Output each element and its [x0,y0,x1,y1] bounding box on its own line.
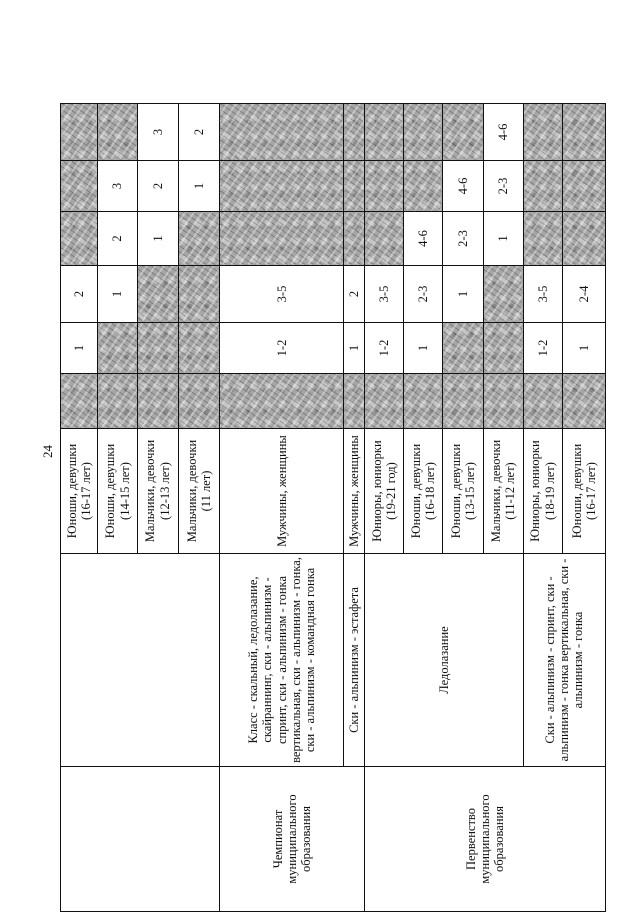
shaded-cell [563,161,606,212]
rank-cell: 3 [98,161,138,212]
shaded-cell [220,212,344,266]
sports-ranking-table [60,103,606,912]
shaded-cell [365,374,403,429]
group-championship: Чемпионат муниципального образования [220,767,365,912]
page-number: 24 [40,445,55,458]
shaded-cell [365,161,403,212]
rank-cell: 2-3 [483,161,523,212]
rank-cell: 1 [61,323,98,374]
rank-cell: 4-6 [403,212,443,266]
shaded-cell [178,266,220,323]
shaded-cell [61,374,98,429]
shaded-cell [483,266,523,323]
shaded-cell [137,374,178,429]
shaded-cell [344,212,365,266]
rank-cell: 2 [98,212,138,266]
rank-cell: 3-5 [220,266,344,323]
table-row [220,104,344,912]
rank-cell: 1 [178,161,220,212]
shaded-cell [220,161,344,212]
rank-cell: 1 [483,212,523,266]
rank-cell: 4-6 [483,104,523,161]
rank-cell: 1 [443,266,484,323]
rank-cell: 3-5 [523,266,563,323]
table-row [61,104,98,912]
shaded-cell [443,323,484,374]
age-cell: Мужчины, женщины [220,429,344,554]
age-cell: Мужчины, женщины [344,429,365,554]
shaded-cell [403,374,443,429]
shaded-cell [483,374,523,429]
discipline-cell: Ски - альпинизм - спринт, ски - альпинизм - гонка вертикальная, ски - альпинизм - гонка [523,554,606,767]
shaded-cell [563,212,606,266]
rank-cell: 2-3 [443,212,484,266]
shaded-cell [563,104,606,161]
shaded-cell [178,323,220,374]
age-cell: Юниоры, юниорки (19-21 год) [365,429,403,554]
shaded-cell [178,212,220,266]
shaded-cell [98,323,138,374]
shaded-cell [523,374,563,429]
age-cell: Юноши, девушки (16-17 лет) [61,429,98,554]
empty-group-cell [61,767,220,912]
shaded-cell [365,104,403,161]
rank-cell: 2 [178,104,220,161]
shaded-cell [523,212,563,266]
age-cell: Юноши, девушки (14-15 лет) [98,429,138,554]
shaded-cell [98,374,138,429]
shaded-cell [523,161,563,212]
shaded-cell [443,104,484,161]
age-cell: Мальчики, девочки (11-12 лет) [483,429,523,554]
discipline-cell: Класс - скальный, ледолазание, скайраннинг, ски - альпинизм - спринт, ски - альпинизм - гонка вертикальная, ски - альпинизм - гонка, ски - альпинизм - командная гонка [220,554,344,767]
rank-cell: 2 [137,161,178,212]
shaded-cell [403,161,443,212]
rank-cell: 2 [61,266,98,323]
age-cell: Юноши, девушки (13-15 лет) [443,429,484,554]
shaded-cell [178,374,220,429]
rank-cell: 2-3 [403,266,443,323]
shaded-cell [220,374,344,429]
rank-cell: 1 [344,323,365,374]
shaded-cell [137,323,178,374]
shaded-cell [61,161,98,212]
rank-cell: 1-2 [220,323,344,374]
shaded-cell [61,212,98,266]
rotated-table [60,104,606,912]
shaded-cell [98,104,138,161]
rank-cell: 3-5 [365,266,403,323]
shaded-cell [344,161,365,212]
age-cell: Юноши, девушки (16-17 лет) [563,429,606,554]
rank-cell: 3 [137,104,178,161]
shaded-cell [220,104,344,161]
age-cell: Мальчики, девочки (11 лет) [178,429,220,554]
shaded-cell [523,104,563,161]
shaded-cell [61,104,98,161]
age-cell: Мальчики, девочки (12-13 лет) [137,429,178,554]
shaded-cell [344,374,365,429]
rank-cell: 2 [344,266,365,323]
shaded-cell [137,266,178,323]
discipline-cell: Ски - альпинизм - эстафета [344,554,365,767]
rank-cell: 1-2 [523,323,563,374]
age-cell: Юниоры, юниорки (18-19 лет) [523,429,563,554]
group-first-place: Первенство муниципального образования [365,767,606,912]
shaded-cell [365,212,403,266]
rank-cell: 4-6 [443,161,484,212]
shaded-cell [483,323,523,374]
shaded-cell [443,374,484,429]
rank-cell: 2-4 [563,266,606,323]
shaded-cell [344,104,365,161]
shaded-cell [563,374,606,429]
rank-cell: 1 [563,323,606,374]
rank-cell: 1 [137,212,178,266]
shaded-cell [403,104,443,161]
rank-cell: 1 [403,323,443,374]
table-row [365,104,403,912]
rank-cell: 1 [98,266,138,323]
discipline-cell: Ледолазание [365,554,523,767]
rank-cell: 1-2 [365,323,403,374]
empty-discipline-cell [61,554,220,767]
age-cell: Юноши, девушки (16-18 лет) [403,429,443,554]
